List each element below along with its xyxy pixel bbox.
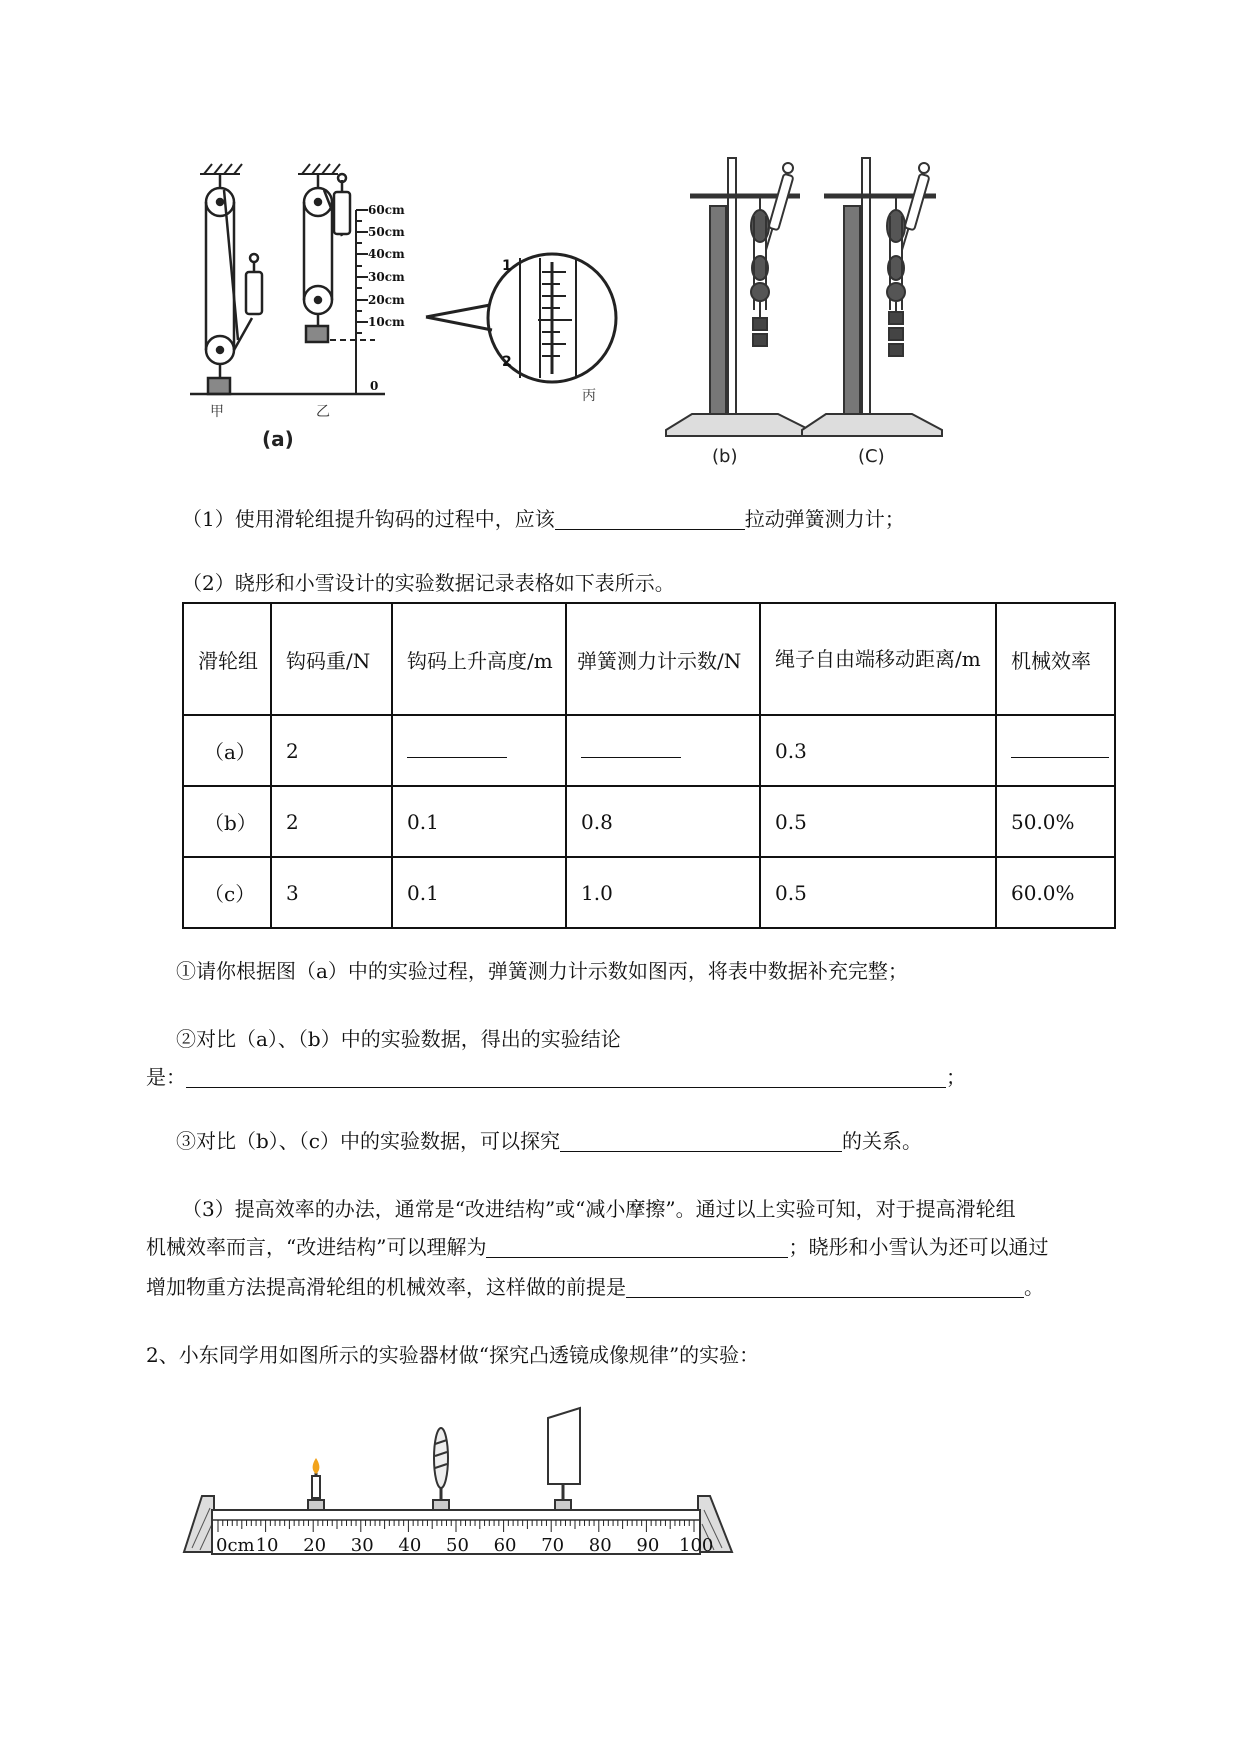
sub-question-3-suffix: 的关系。: [842, 1129, 923, 1153]
sub-question-3-prefix: ③对比（b）、（c）中的实验数据，可以探究: [176, 1129, 561, 1153]
cell-group: （c）: [183, 857, 271, 928]
sub-question-2-line1: ②对比（a）、（b）中的实验数据，得出的实验结论: [176, 1027, 621, 1051]
cell-efficiency: 50.0%: [996, 786, 1115, 857]
zoom-mark-2: 2: [502, 354, 512, 370]
header-rope-distance: 绳子自由端移动距离/m: [760, 603, 996, 715]
scale-tick-60: 60cm: [368, 203, 405, 217]
table-row: [183, 857, 1115, 928]
bench-tick-label: 70: [541, 1535, 565, 1556]
answer-blank-height[interactable]: [407, 739, 507, 758]
cell-distance: 0.5: [760, 786, 996, 857]
scale-tick-50: 50cm: [368, 225, 405, 239]
bench-tick-label: 80: [588, 1535, 612, 1556]
header-hook-weight: 钩码重/N: [271, 603, 392, 715]
answer-blank-conclusion[interactable]: [186, 1067, 946, 1088]
experiment-data-table: [182, 602, 1116, 929]
label-jia: 甲: [210, 404, 224, 420]
answer-blank-force[interactable]: [581, 739, 681, 758]
figure-a: [180, 150, 660, 460]
cell-weight: 2: [271, 786, 392, 857]
cell-height: 0.1: [392, 786, 566, 857]
figure-b-c: [660, 150, 990, 470]
table-header-row: [183, 603, 1115, 715]
caption-a: (a): [262, 427, 294, 451]
cell-weight: 3: [271, 857, 392, 928]
answer-blank-q1[interactable]: [555, 509, 745, 530]
scale-tick-10: 10cm: [368, 315, 405, 329]
question-3-line2-suffix: ；晓彤和小雪认为还可以通过: [788, 1235, 1049, 1259]
sub-question-2-prefix: 是：: [146, 1065, 186, 1089]
cell-group: （a）: [183, 715, 271, 786]
optical-bench-drawing: [180, 1400, 740, 1560]
light-screen-icon: [548, 1408, 580, 1484]
cell-distance: 0.5: [760, 857, 996, 928]
sub-question-3: [176, 1130, 922, 1152]
label-yi: 乙: [316, 404, 330, 420]
question-3-line3-suffix: 。: [1024, 1275, 1044, 1299]
sub-question-2-suffix: ；: [946, 1065, 966, 1089]
table-row: [183, 786, 1115, 857]
pulley-stands-drawing: [660, 150, 990, 470]
question-2-intro: （2）晓彤和小雪设计的实验数据记录表格如下表所示。: [182, 571, 675, 595]
table-row: [183, 715, 1115, 786]
convex-lens-icon: [434, 1428, 448, 1488]
question-3-line2: [146, 1236, 1048, 1258]
bench-tick-label: 100: [679, 1535, 714, 1556]
cell-efficiency-blank[interactable]: [996, 715, 1115, 786]
question-3-line3-prefix: 增加物重方法提高滑轮组的机械效率，这样做的前提是: [146, 1275, 626, 1299]
cell-force: 0.8: [566, 786, 760, 857]
scale-tick-0: 0: [370, 379, 379, 393]
bench-tick-label: 10: [255, 1535, 279, 1556]
answer-blank-structure[interactable]: [486, 1237, 788, 1258]
bench-tick-label: 30: [350, 1535, 374, 1556]
cell-force-blank[interactable]: [566, 715, 760, 786]
bench-tick-label: 50: [446, 1535, 469, 1556]
answer-blank-efficiency[interactable]: [1011, 739, 1109, 758]
bench-tick-label: 40: [398, 1535, 422, 1556]
label-bing: 丙: [582, 388, 596, 404]
bench-tick-label: 0cm: [216, 1535, 255, 1556]
cell-height: 0.1: [392, 857, 566, 928]
problem-2-statement: 2、小东同学用如图所示的实验器材做“探究凸透镜成像规律”的实验：: [146, 1343, 760, 1367]
scale-tick-20: 20cm: [368, 293, 405, 307]
question-1-suffix: 拉动弹簧测力计；: [744, 507, 905, 531]
pulley-apparatus-a-drawing: [180, 150, 660, 460]
caption-c: (C): [858, 446, 885, 467]
candle-flame-icon: [313, 1458, 320, 1474]
zoom-mark-1: 1: [502, 258, 512, 274]
cell-weight: 2: [271, 715, 392, 786]
header-pulley-group: 滑轮组: [183, 603, 271, 715]
header-efficiency: 机械效率: [996, 603, 1115, 715]
question-3-line1: （3）提高效率的办法，通常是“改进结构”或“减小摩擦”。通过以上实验可知，对于提高滑轮组: [182, 1197, 1016, 1221]
answer-blank-relation[interactable]: [560, 1131, 842, 1152]
bench-tick-label: 20: [303, 1535, 327, 1556]
bench-tick-label: 60: [493, 1535, 517, 1556]
cell-distance: 0.3: [760, 715, 996, 786]
question-3-line2-prefix: 机械效率而言，“改进结构”可以理解为: [146, 1235, 487, 1259]
question-1: [182, 508, 905, 530]
header-spring-force: 弹簧测力计示数/N: [566, 603, 760, 715]
scale-tick-30: 30cm: [368, 270, 405, 284]
scale-tick-40: 40cm: [368, 247, 405, 261]
bench-tick-label: 90: [636, 1535, 660, 1556]
answer-blank-premise[interactable]: [626, 1277, 1024, 1298]
cell-height-blank[interactable]: [392, 715, 566, 786]
sub-question-2-line2: [146, 1066, 966, 1088]
question-3-line3: [146, 1276, 1044, 1298]
cell-efficiency: 60.0%: [996, 857, 1115, 928]
cell-group: （b）: [183, 786, 271, 857]
cell-force: 1.0: [566, 857, 760, 928]
question-1-prefix: （1）使用滑轮组提升钩码的过程中，应该: [182, 507, 555, 531]
optical-bench-figure: [180, 1400, 740, 1560]
header-lift-height: 钩码上升高度/m: [392, 603, 566, 715]
sub-question-1: ①请你根据图（a）中的实验过程，弹簧测力计示数如图丙，将表中数据补充完整；: [176, 959, 908, 983]
caption-b: (b): [712, 446, 738, 467]
